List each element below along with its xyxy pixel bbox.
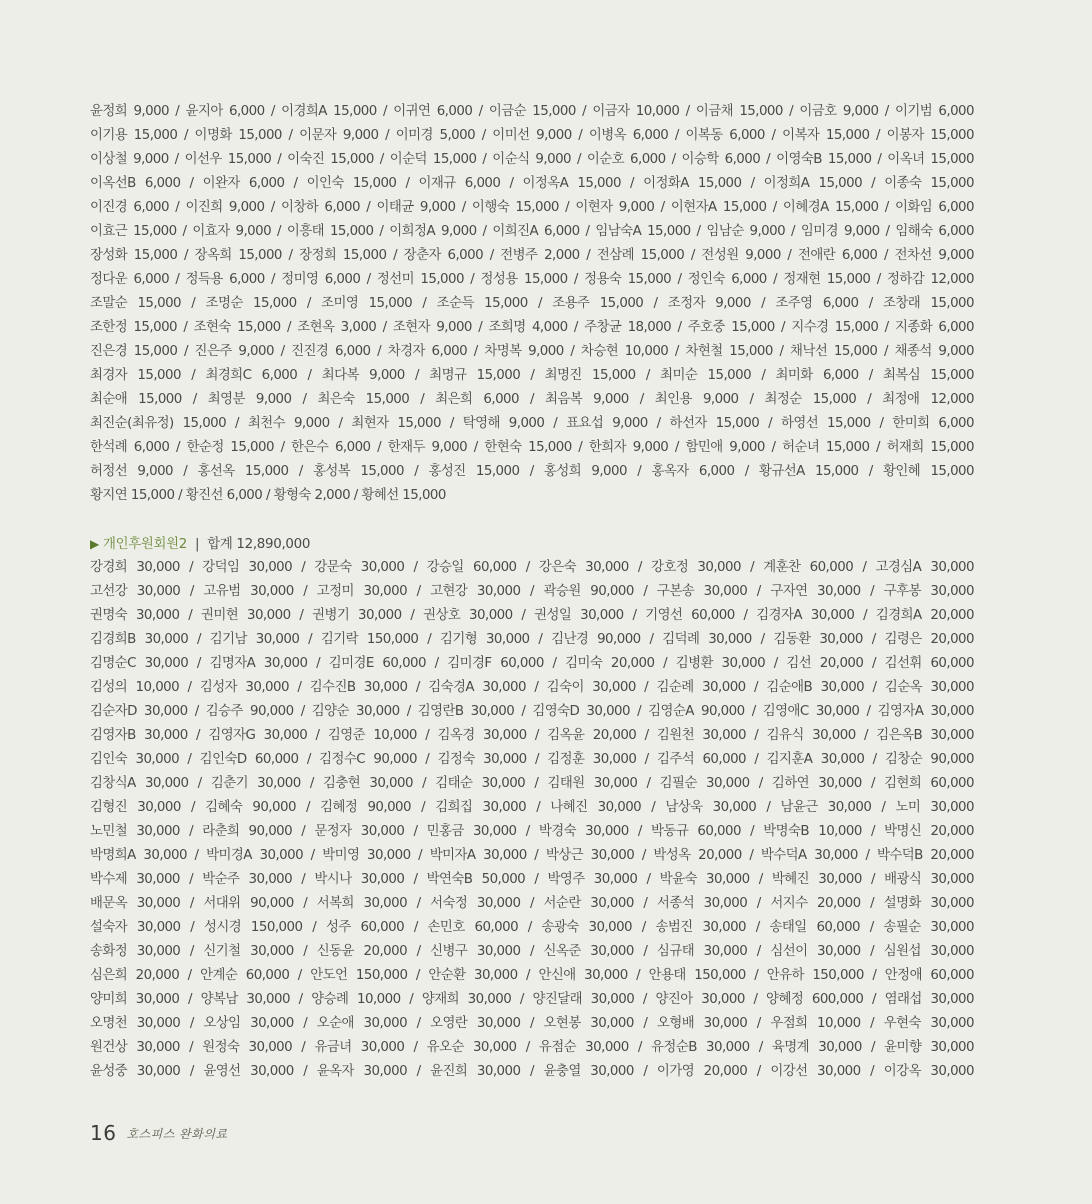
donor-line: 김성의 10,000 / 김성자 30,000 / 김수진B 30,000 / 김숙경A 30,000 / 김숙이 30,000 / 김순례 30,000 / 김순애B 30,000 / 김순옥 30,000: [90, 680, 974, 695]
donor-line: 최경자 15,000 / 최경희C 6,000 / 최다복 9,000 / 최명규 15,000 / 최명진 15,000 / 최미순 15,000 / 최미화 6,000 / 최복심 15,000: [90, 368, 974, 383]
donor-line: 이효근 15,000 / 이효자 9,000 / 이흥태 15,000 / 이희정A 9,000 / 이희진A 6,000 / 임남숙A 15,000 / 임남순 9,000 / 임미경 9,000 / 임해숙 6,000: [90, 224, 974, 239]
donor-line: 김명순C 30,000 / 김명자A 30,000 / 김미경E 60,000 / 김미경F 60,000 / 김미숙 20,000 / 김병환 30,000 / 김선 20,000 / 김선휘 60,000: [90, 656, 974, 671]
donor-line: 노민철 30,000 / 라춘희 90,000 / 문정자 30,000 / 민홍금 30,000 / 박경숙 30,000 / 박동규 60,000 / 박명숙B 10,000 / 박명신 20,000: [90, 824, 974, 839]
donor-line: 심은희 20,000 / 안계순 60,000 / 안도언 150,000 / 안순환 30,000 / 안신애 30,000 / 안용태 150,000 / 안유하 150,000 / 안정애 60,000: [90, 968, 974, 983]
donor-line: 박수제 30,000 / 박순주 30,000 / 박시나 30,000 / 박연숙B 50,000 / 박영주 30,000 / 박윤숙 30,000 / 박혜진 30,000 / 배광식 30,000: [90, 872, 974, 887]
donor-line: 설숙자 30,000 / 성시경 150,000 / 성주 60,000 / 손민호 60,000 / 송광숙 30,000 / 송범진 30,000 / 송태일 60,000 / 송필순 30,000: [90, 920, 974, 935]
donor-line: 이옥선B 6,000 / 이완자 6,000 / 이인숙 15,000 / 이재규 6,000 / 이정옥A 15,000 / 이정화A 15,000 / 이정희A 15,000 / 이종숙 15,000: [90, 176, 974, 191]
donor-line: 장성화 15,000 / 장옥희 15,000 / 장정희 15,000 / 장춘자 6,000 / 전병주 2,000 / 전삼례 15,000 / 전성원 9,000 / 전애란 6,000 / 전차선 9,000: [90, 248, 974, 263]
donor-line: 원건상 30,000 / 원정숙 30,000 / 유금녀 30,000 / 유오순 30,000 / 유점순 30,000 / 유정순B 30,000 / 육명계 30,000 / 윤미향 30,000: [90, 1040, 974, 1055]
donor-list-2: [90, 556, 974, 1084]
section-total: 합계 12,890,000: [207, 537, 311, 552]
section-separator: |: [194, 537, 200, 552]
donor-line: 조말순 15,000 / 조명순 15,000 / 조미영 15,000 / 조순득 15,000 / 조용주 15,000 / 조정자 9,000 / 조주영 6,000 / 조창래 15,000: [90, 296, 974, 311]
donor-line: 고선강 30,000 / 고유범 30,000 / 고정미 30,000 / 고현강 30,000 / 곽승원 90,000 / 구본송 30,000 / 구자연 30,000 / 구후봉 30,000: [90, 584, 974, 599]
donor-line: 조한정 15,000 / 조현숙 15,000 / 조현옥 3,000 / 조현자 9,000 / 조희명 4,000 / 주창균 18,000 / 주호중 15,000 / 지수경 15,000 / 지종화 6,000: [90, 320, 974, 335]
donor-line: 권명숙 30,000 / 권미현 30,000 / 권병기 30,000 / 권상호 30,000 / 권성일 30,000 / 기영선 60,000 / 김경자A 30,000 / 김경희A 20,000: [90, 608, 974, 623]
donor-line: 박명희A 30,000 / 박미경A 30,000 / 박미영 30,000 / 박미자A 30,000 / 박상근 30,000 / 박성옥 20,000 / 박수덕A 30,000 / 박수덕B 20,000: [90, 848, 974, 863]
donor-line: 최순애 15,000 / 최영분 9,000 / 최은숙 15,000 / 최은희 6,000 / 최음복 9,000 / 최인용 9,000 / 최정순 15,000 / 최정애 12,000: [90, 392, 974, 407]
donor-line: 허정선 9,000 / 홍선옥 15,000 / 홍성복 15,000 / 홍성진 15,000 / 홍성희 9,000 / 홍옥자 6,000 / 황규선A 15,000 / 황인혜 15,000: [90, 464, 974, 479]
donor-line: 이상철 9,000 / 이선우 15,000 / 이숙진 15,000 / 이순덕 15,000 / 이순식 9,000 / 이순호 6,000 / 이승학 6,000 / 이영숙B 15,000 / 이옥녀 15,000: [90, 152, 974, 167]
donor-line: 이진경 6,000 / 이진희 9,000 / 이창하 6,000 / 이태균 9,000 / 이행숙 15,000 / 이현자 9,000 / 이현자A 15,000 / 이혜경A 15,000 / 이화임 6,000: [90, 200, 974, 215]
brand-logo: 호스피스 완화의료: [126, 1126, 228, 1141]
donor-line: 김영자B 30,000 / 김영자G 30,000 / 김영준 10,000 / 김옥경 30,000 / 김옥윤 20,000 / 김원천 30,000 / 김유식 30,000 / 김은옥B 30,000: [90, 728, 974, 743]
donor-line: 김창식A 30,000 / 김춘기 30,000 / 김충현 30,000 / 김태순 30,000 / 김태원 30,000 / 김필순 30,000 / 김하연 30,000 / 김현희 60,000: [90, 776, 974, 791]
donor-line: 정다운 6,000 / 정득용 6,000 / 정미영 6,000 / 정선미 15,000 / 정성용 15,000 / 정용숙 15,000 / 정인숙 6,000 / 정재현 15,000 / 정하감 12,000: [90, 272, 974, 287]
donor-line: 윤성중 30,000 / 윤영선 30,000 / 윤옥자 30,000 / 윤진희 30,000 / 윤충열 30,000 / 이가영 20,000 / 이강선 30,000 / 이강옥 30,000: [90, 1064, 974, 1079]
donor-line: 송화정 30,000 / 신기철 30,000 / 신동윤 20,000 / 신병구 30,000 / 신옥준 30,000 / 심규태 30,000 / 심선이 30,000 / 심원섭 30,000: [90, 944, 974, 959]
donor-line: 강경희 30,000 / 강덕임 30,000 / 강문숙 30,000 / 강승일 60,000 / 강은숙 30,000 / 강호정 30,000 / 계훈찬 60,000 / 고경심A 30,000: [90, 560, 974, 575]
page-content: [90, 100, 974, 1084]
donor-line: 최진순(최유정) 15,000 / 최천수 9,000 / 최현자 15,000 / 탁영해 9,000 / 표요섭 9,000 / 하선자 15,000 / 하영선 15,000 / 한미희 6,000: [90, 416, 974, 431]
donor-line: 이기용 15,000 / 이명화 15,000 / 이문자 9,000 / 이미경 5,000 / 이미선 9,000 / 이병옥 6,000 / 이복동 6,000 / 이복자 15,000 / 이봉자 15,000: [90, 128, 974, 143]
donor-line: 김경희B 30,000 / 김기남 30,000 / 김기락 150,000 / 김기형 30,000 / 김난경 90,000 / 김덕례 30,000 / 김동환 30,000 / 김령은 20,000: [90, 632, 974, 647]
donor-line: 황지연 15,000 / 황진선 6,000 / 황형숙 2,000 / 황혜선 15,000: [90, 488, 446, 503]
donor-line: 김인숙 30,000 / 김인숙D 60,000 / 김정수C 90,000 / 김정숙 30,000 / 김정훈 30,000 / 김주석 60,000 / 김지훈A 30,000 / 김창순 90,000: [90, 752, 974, 767]
triangle-right-icon: ▶: [90, 537, 99, 551]
donor-line: 김형진 30,000 / 김혜숙 90,000 / 김혜정 90,000 / 김희집 30,000 / 나혜진 30,000 / 남상욱 30,000 / 남윤근 30,000 / 노미 30,000: [90, 800, 974, 815]
page-number: 16: [90, 1121, 117, 1145]
donor-line: 오명천 30,000 / 오상임 30,000 / 오순애 30,000 / 오영란 30,000 / 오현봉 30,000 / 오형배 30,000 / 우점희 10,000 / 우현숙 30,000: [90, 1016, 974, 1031]
donor-line: 윤정희 9,000 / 윤지아 6,000 / 이경희A 15,000 / 이귀연 6,000 / 이금순 15,000 / 이금자 10,000 / 이금채 15,000 / 이금호 9,000 / 이기범 6,000: [90, 104, 974, 119]
donor-line: 배문옥 30,000 / 서대위 90,000 / 서복희 30,000 / 서숙정 30,000 / 서순란 30,000 / 서종석 30,000 / 서지수 20,000 / 설명화 30,000: [90, 896, 974, 911]
section-title: 개인후원회원2: [102, 537, 187, 552]
donor-list-1: [90, 100, 974, 508]
donor-line: 진은경 15,000 / 진은주 9,000 / 진진경 6,000 / 차경자 6,000 / 차명복 9,000 / 차승현 10,000 / 차현철 15,000 / 채낙선 15,000 / 채종석 9,000: [90, 344, 974, 359]
donor-line: 한석례 6,000 / 한순정 15,000 / 한은수 6,000 / 한재두 9,000 / 한현숙 15,000 / 한희자 9,000 / 함민애 9,000 / 허순녀 15,000 / 허재희 15,000: [90, 440, 974, 455]
section-spacer: [90, 508, 974, 532]
section-header: [90, 532, 974, 556]
donor-line: 김순자D 30,000 / 김승주 90,000 / 김양순 30,000 / 김영란B 30,000 / 김영숙D 30,000 / 김영순A 90,000 / 김영애C 30,000 / 김영자A 30,000: [90, 704, 974, 719]
donor-line: 양미희 30,000 / 양복남 30,000 / 양승례 10,000 / 양재희 30,000 / 양진달래 30,000 / 양진아 30,000 / 양혜정 600,000 / 염래섭 30,000: [90, 992, 974, 1007]
page-footer: [90, 1118, 228, 1148]
